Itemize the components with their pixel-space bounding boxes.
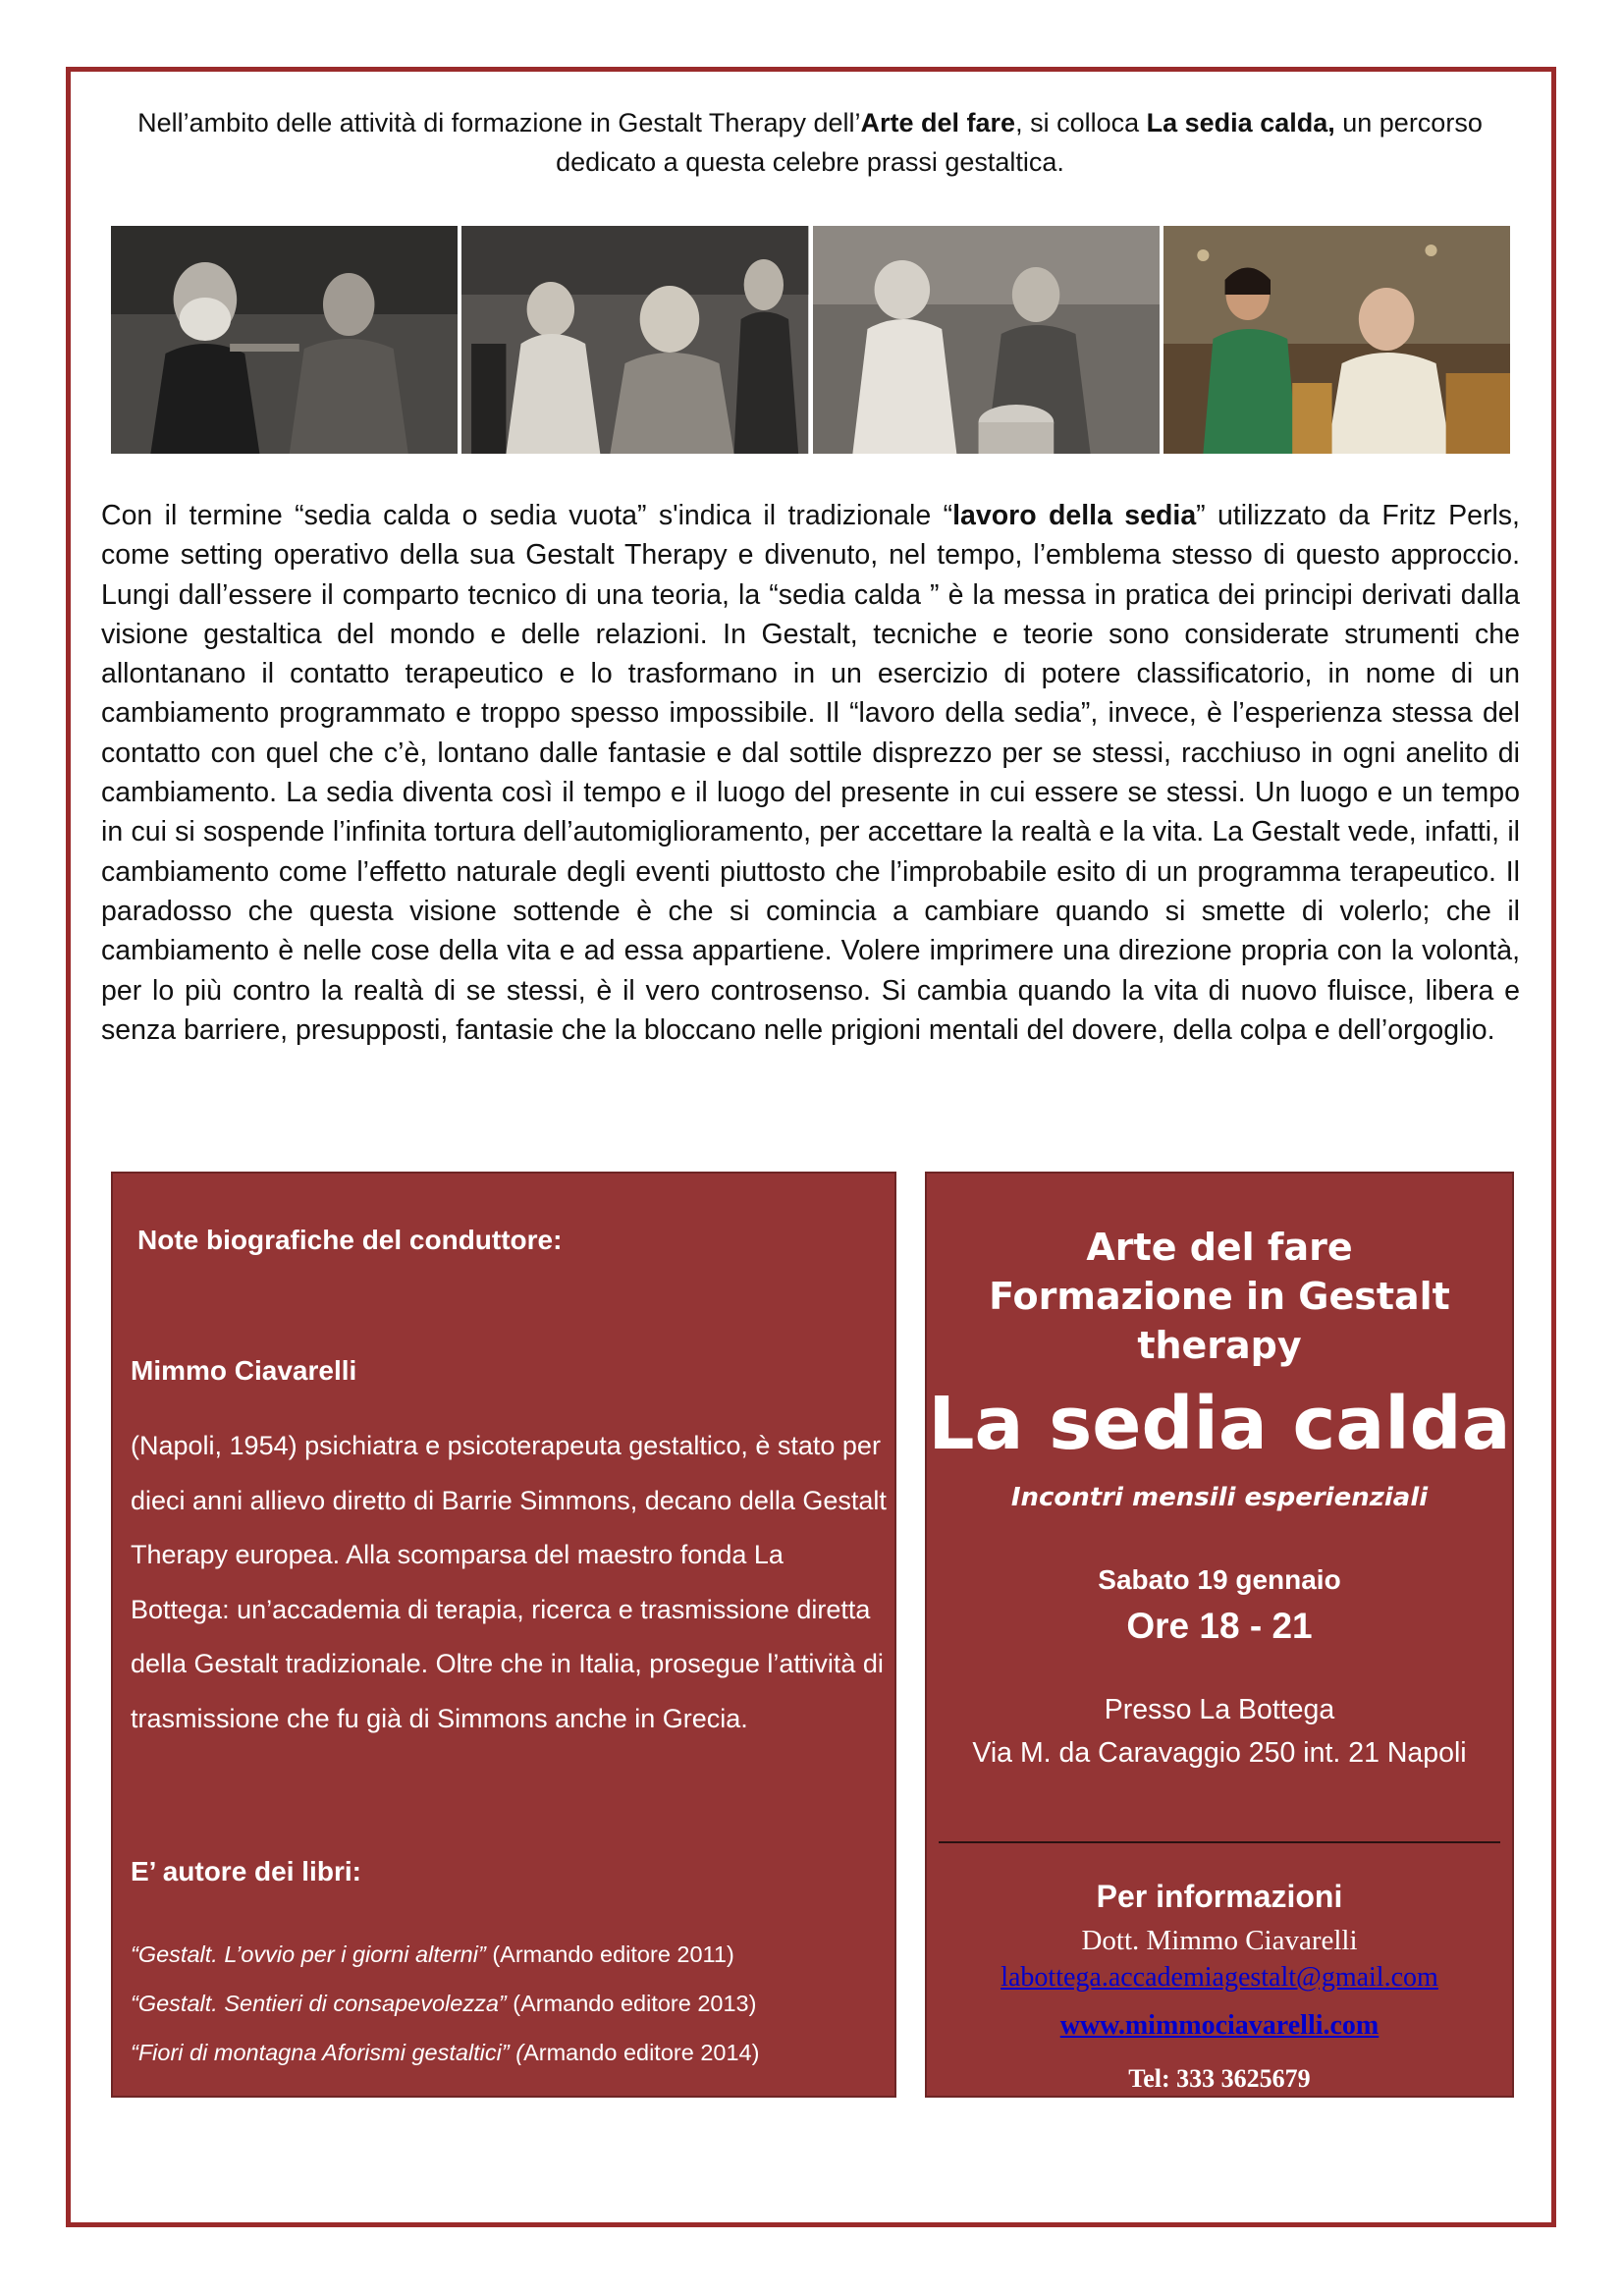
bio-heading: Note biografiche del conduttore:	[137, 1225, 563, 1255]
photo-color-session	[1163, 226, 1510, 454]
bio-panel	[111, 1172, 896, 2098]
book-item: “Gestalt. Sentieri di consapevolezza” (Armando editore 2013)	[131, 1991, 757, 2016]
phone-number: Tel: 333 3625679	[1128, 2064, 1311, 2093]
organization-title: Arte del fare	[1086, 1226, 1353, 1269]
books-list	[131, 1930, 887, 2077]
contact-name: Dott. Mimmo Ciavarelli	[1081, 1925, 1358, 1956]
event-time: Ore 18 - 21	[1126, 1606, 1313, 1646]
event-title: La sedia calda	[928, 1382, 1511, 1466]
venue-name: Presso La Bottega	[1104, 1694, 1335, 1725]
intro-paragraph: Nell’ambito delle attività di formazione in Gestalt Therapy dell’Arte del fare, si colloca La sedia calda, un percorso dedicato a questa celebre prassi gestaltica.	[137, 108, 1483, 177]
photo-group-session	[461, 226, 808, 454]
photo-laughing-session	[813, 226, 1160, 454]
bio-text: (Napoli, 1954) psichiatra e psicoterapeuta gestaltico, è stato per dieci anni allievo diretto di Barrie Simmons, decano della Gestalt Therapy europea. Alla scomparsa del maestro fonda La Bottega: un’accademia di terapia, ricerca e trasmissione diretta della Gestalt tradizionale. Oltre che in Italia, prosegue l’attività di trasmissione che fu già di Simmons anche in Grecia.	[131, 1431, 887, 1733]
book-item: “Fiori di montagna Aforismi gestaltici” (Armando editore 2014)	[131, 2040, 760, 2065]
event-panel	[925, 1172, 1514, 2098]
books-heading: E’ autore dei libri:	[131, 1856, 361, 1886]
venue-address: Via M. da Caravaggio 250 int. 21 Napoli	[972, 1737, 1467, 1769]
description-paragraph: Con il termine “sedia calda o sedia vuota” s'indica il tradizionale “lavoro della sedia” utilizzato da Fritz Perls, come setting operativo della sua Gestalt Therapy e divenuto, nel tempo, l’emblema stesso di questo approccio. Lungi dall’essere il comparto tecnico di una teoria, la “sedia calda ” è la messa in pratica dei principi derivati dalla visione gestaltica del mondo e delle relazioni. In Gestalt, tecniche e teorie sono considerate strumenti che allontanano il contatto terapeutico e lo trasformano in un esercizio di potere classificatorio, in nome di un cambiamento programmato e troppo spesso impossibile. Il “lavoro della sedia”, invece, è l’esperienza stessa del contatto con quel che c’è, lontano dalle fantasie e dal sottile disprezzo per se stessi, racchiuso in ogni anelito di cambiamento. La sedia diventa così il tempo e il luogo del presente in cui essere se stessi. Un luogo e un tempo in cui si sospende l’infinita tortura dell’automiglioramento, per accettare la realtà e la vita. La Gestalt vede, infatti, il cambiamento come l’effetto naturale degli eventi piuttosto che l’improbabile esito di un programma terapeutico. Il paradosso che questa visione sottende è che si comincia a cambiare quando si smette di volerlo; che il cambiamento è nelle cose della vita e ad essa appartiene. Volere imprimere una direzione propria con la volontà, per lo più contro la realtà di se stessi, è il vero controsenso. Si cambia quando la vita di nuovo fluisce, libera e senza barriere, presupposti, fantasie che la bloccano nelle prigioni mentali del dovere, della colpa e dell’orgoglio.	[101, 500, 1520, 1046]
event-subtitle: Incontri mensili esperienziali	[1010, 1483, 1429, 1512]
website-link[interactable]: www.mimmociavarelli.com	[1059, 2010, 1380, 2041]
bio-name: Mimmo Ciavarelli	[131, 1355, 357, 1386]
brand-name: Arte del fare	[860, 108, 1016, 137]
photo-perls-with-woman	[111, 226, 458, 454]
photo-strip	[111, 226, 1510, 454]
book-item: “Gestalt. L’ovvio per i giorni alterni” (Armando editore 2011)	[131, 1941, 734, 1967]
divider	[939, 1841, 1500, 1843]
email-link[interactable]: labottega.accademiagestalt@gmail.com	[1001, 1962, 1438, 1993]
event-date: Sabato 19 gennaio	[1098, 1564, 1341, 1595]
course-name: La sedia calda,	[1146, 108, 1335, 137]
info-heading: Per informazioni	[1096, 1879, 1343, 1914]
organization-subtitle: Formazione in Gestalt therapy	[989, 1275, 1450, 1367]
highlight-phrase: lavoro della sedia	[952, 500, 1197, 531]
